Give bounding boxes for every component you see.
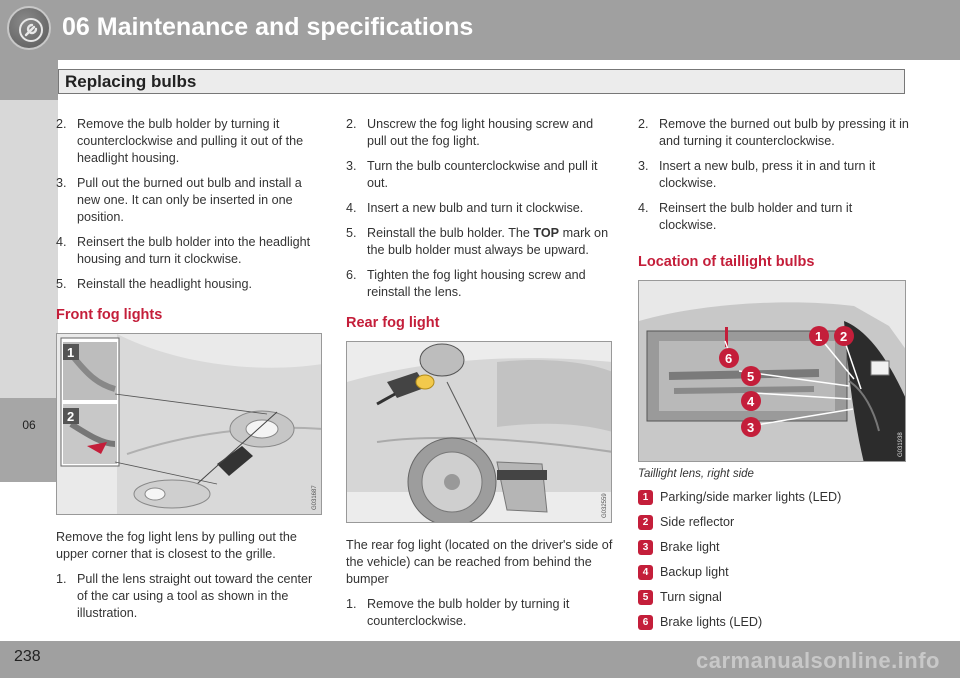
sub-band-left bbox=[0, 60, 58, 100]
step-number: 2. bbox=[638, 117, 649, 131]
step-text: Pull the lens straight out toward the center of the car using a tool as shown in the illustration. bbox=[77, 572, 313, 620]
list-item bbox=[346, 225, 616, 259]
top-mark-label: TOP bbox=[533, 226, 560, 240]
figure-label-6: 6 bbox=[725, 351, 733, 366]
step-list bbox=[638, 116, 910, 234]
step-number: 2. bbox=[56, 117, 67, 131]
paragraph: The rear fog light (located on the driver's side of the vehicle) can be reached from behind the bumper bbox=[346, 538, 613, 586]
list-item bbox=[638, 158, 910, 192]
rear-bumper-drawing bbox=[347, 342, 612, 523]
step-number: 6. bbox=[346, 268, 357, 282]
list-item bbox=[346, 200, 616, 217]
list-item bbox=[638, 564, 910, 581]
callout-text: Turn signal bbox=[660, 590, 722, 604]
figure-label-3: 3 bbox=[747, 420, 755, 435]
paragraph: Remove the fog light lens by pulling out the upper corner that is closest to the grille. bbox=[56, 530, 297, 561]
rear-hatch-drawing bbox=[639, 281, 906, 462]
step-text: Reinstall the headlight housing. bbox=[77, 277, 253, 291]
step-text: Unscrew the fog light housing screw and pull out the fog light. bbox=[367, 117, 594, 148]
step-text: Remove the burned out bulb by pressing it in and turning it counterclockwise. bbox=[659, 117, 909, 148]
step-text: Insert a new bulb and turn it clockwise. bbox=[367, 201, 584, 215]
section-title: Replacing bulbs bbox=[58, 69, 905, 94]
figure-label-2: 2 bbox=[67, 409, 75, 424]
step-text: Reinsert the bulb holder and turn it clockwise. bbox=[659, 201, 853, 232]
step-text: Reinstall the bulb holder. The bbox=[367, 226, 534, 240]
callout-badge: 1 bbox=[638, 490, 653, 505]
list-item bbox=[638, 116, 910, 150]
list-item bbox=[638, 589, 910, 606]
step-number: 3. bbox=[638, 159, 649, 173]
figure-label-4: 4 bbox=[747, 394, 755, 409]
step-number: 1. bbox=[56, 572, 67, 586]
list-item bbox=[56, 234, 324, 268]
callout-text: Brake light bbox=[660, 540, 720, 554]
step-text: Turn the bulb counterclockwise and pull it out. bbox=[367, 159, 598, 190]
figure-label-1: 1 bbox=[815, 329, 823, 344]
list-item bbox=[638, 200, 910, 234]
step-number: 2. bbox=[346, 117, 357, 131]
step-list bbox=[346, 116, 616, 301]
figure-label-1: 1 bbox=[67, 345, 75, 360]
list-item bbox=[638, 489, 910, 506]
step-number: 4. bbox=[56, 235, 67, 249]
step-number: 1. bbox=[346, 597, 357, 611]
figure-code: G032559 bbox=[602, 493, 608, 518]
figure-label-5: 5 bbox=[747, 369, 755, 384]
callout-badge: 3 bbox=[638, 540, 653, 555]
list-item bbox=[56, 116, 324, 167]
step-number: 5. bbox=[346, 226, 357, 240]
taillight-illustration bbox=[638, 280, 906, 462]
front-fog-light-illustration bbox=[56, 333, 322, 515]
list-item bbox=[638, 539, 910, 556]
column-1 bbox=[56, 116, 324, 630]
front-bumper-drawing bbox=[57, 334, 322, 515]
step-text: Tighten the fog light housing screw and reinstall the lens. bbox=[367, 268, 586, 299]
callout-badge: 6 bbox=[638, 615, 653, 630]
callout-text: Parking/side marker lights (LED) bbox=[660, 490, 842, 504]
callout-badge: 2 bbox=[638, 515, 653, 530]
callout-text: Brake lights (LED) bbox=[660, 615, 763, 629]
list-item bbox=[346, 116, 616, 150]
step-list bbox=[56, 571, 324, 622]
list-item bbox=[346, 158, 616, 192]
callout-badge: 4 bbox=[638, 565, 653, 580]
step-list bbox=[56, 116, 324, 293]
list-item bbox=[638, 614, 910, 631]
chapter-tab-label: 06 bbox=[22, 418, 36, 432]
figure-label-2: 2 bbox=[840, 329, 848, 344]
list-item bbox=[56, 571, 324, 622]
step-text: Reinsert the bulb holder into the headlight housing and turn it clockwise. bbox=[77, 235, 311, 266]
heading-rear-fog-light: Rear fog light bbox=[346, 315, 440, 331]
figure-code: G031687 bbox=[312, 485, 318, 510]
step-text: Insert a new bulb, press it in and turn it clockwise. bbox=[659, 159, 876, 190]
figure-caption: Taillight lens, right side bbox=[638, 468, 754, 480]
step-text: Remove the bulb holder by turning it counterclockwise and pulling it out of the headlight housing. bbox=[77, 117, 304, 165]
callout-text: Backup light bbox=[660, 565, 729, 579]
heading-front-fog-lights: Front fog lights bbox=[56, 307, 163, 323]
step-number: 4. bbox=[346, 201, 357, 215]
page-number: 238 bbox=[14, 648, 41, 665]
step-number: 5. bbox=[56, 277, 67, 291]
watermark: carmanualsonline.info bbox=[696, 648, 940, 673]
rear-fog-light-illustration bbox=[346, 341, 612, 523]
step-text: mark on the bulb holder must always be upward. bbox=[367, 226, 609, 257]
step-number: 3. bbox=[56, 176, 67, 190]
list-item bbox=[56, 175, 324, 226]
list-item bbox=[56, 276, 324, 293]
step-list bbox=[346, 596, 616, 630]
step-text: Pull out the burned out bulb and install a new one. It can only be inserted in one position. bbox=[77, 176, 302, 224]
wrench-icon bbox=[7, 6, 51, 50]
column-3 bbox=[638, 116, 910, 639]
callout-badge: 5 bbox=[638, 590, 653, 605]
chapter-tab[interactable] bbox=[0, 398, 58, 482]
figure-code: G031938 bbox=[898, 432, 904, 457]
step-number: 4. bbox=[638, 201, 649, 215]
column-2 bbox=[346, 116, 616, 638]
list-item bbox=[638, 514, 910, 531]
callout-text: Side reflector bbox=[660, 515, 735, 529]
callout-list bbox=[638, 489, 910, 631]
step-text: Remove the bulb holder by turning it counterclockwise. bbox=[367, 597, 570, 628]
chapter-title: 06 Maintenance and specifications bbox=[62, 13, 474, 41]
heading-taillight-bulbs: Location of taillight bulbs bbox=[638, 254, 815, 270]
step-number: 3. bbox=[346, 159, 357, 173]
list-item bbox=[346, 596, 616, 630]
list-item bbox=[346, 267, 616, 301]
